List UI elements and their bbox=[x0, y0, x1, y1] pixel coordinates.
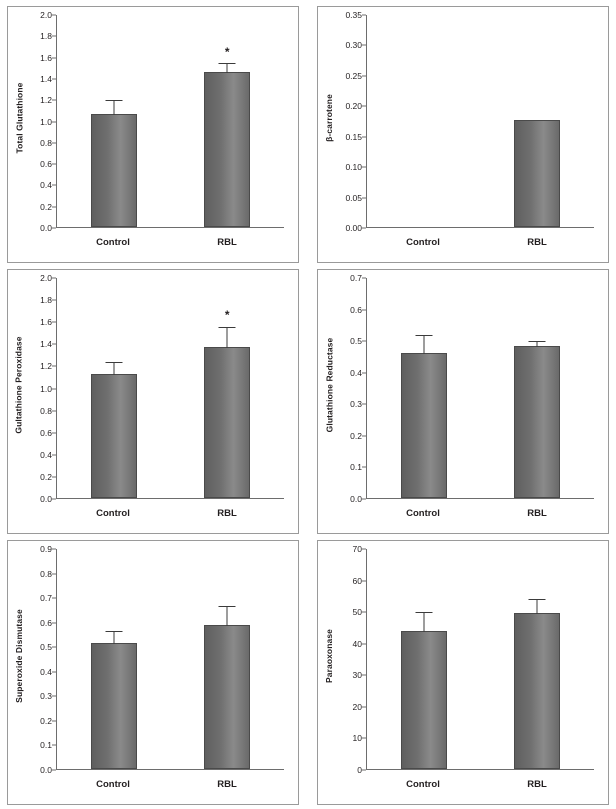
error-bar bbox=[113, 363, 114, 375]
plot-area bbox=[56, 549, 284, 770]
y-axis-tick-label: 1.4 bbox=[40, 339, 52, 350]
bar-slot bbox=[57, 278, 171, 498]
y-axis-ticks bbox=[26, 544, 56, 775]
x-axis-category-label: Control bbox=[406, 778, 440, 790]
error-bar bbox=[423, 336, 424, 355]
y-axis-tick-label: 40 bbox=[352, 638, 362, 649]
bar-slot bbox=[367, 278, 481, 498]
error-bar-lower-cap bbox=[415, 372, 432, 373]
bar bbox=[204, 625, 250, 769]
bar bbox=[514, 613, 560, 769]
y-axis-tick-label: 0.0 bbox=[40, 765, 52, 775]
error-bar-lower-cap bbox=[219, 644, 236, 645]
y-axis-tick-label: 0.3 bbox=[350, 399, 362, 410]
error-bar-cap bbox=[105, 631, 122, 632]
bar-group bbox=[367, 15, 594, 227]
y-axis-tick-label: 0.10 bbox=[345, 162, 362, 173]
y-axis-tick-label: 0.1 bbox=[40, 740, 52, 751]
error-bar bbox=[227, 607, 228, 626]
x-axis-labels bbox=[366, 505, 594, 521]
bar-group bbox=[57, 278, 284, 498]
bar bbox=[91, 114, 137, 227]
y-axis-tick-label: 0 bbox=[357, 765, 362, 775]
error-bar-cap bbox=[415, 335, 432, 336]
bar-slot bbox=[171, 278, 285, 498]
bar-slot bbox=[367, 15, 481, 227]
plot-area bbox=[366, 278, 594, 499]
x-axis-category-label: RBL bbox=[527, 236, 547, 248]
panel-superoxide-dismutase bbox=[7, 540, 299, 805]
y-axis-ticks bbox=[336, 10, 366, 233]
plot-area bbox=[366, 15, 594, 228]
y-axis-title-text: Superoxide Dismutase bbox=[14, 608, 25, 703]
error-bar bbox=[113, 101, 114, 115]
y-axis-tick-label: 0.6 bbox=[40, 159, 52, 170]
y-axis-tick-label: 0.8 bbox=[40, 137, 52, 148]
error-bar-lower-cap bbox=[219, 82, 236, 83]
y-axis-tick-label: 0.0 bbox=[40, 223, 52, 233]
bar bbox=[514, 120, 560, 227]
y-axis-tick-label: 1.4 bbox=[40, 73, 52, 84]
y-axis-tick-label: 1.8 bbox=[40, 31, 52, 42]
y-axis-tick-label: 0.2 bbox=[40, 715, 52, 726]
bar-group bbox=[57, 15, 284, 227]
y-axis-tick-label: 1.6 bbox=[40, 317, 52, 328]
error-bar bbox=[113, 632, 114, 644]
y-axis-tick-label: 0.1 bbox=[350, 462, 362, 473]
bar-slot bbox=[367, 549, 481, 769]
y-axis-title-text: Total Glutathione bbox=[14, 82, 24, 153]
x-axis-category-label: Control bbox=[96, 507, 130, 519]
bar bbox=[401, 631, 447, 769]
bar bbox=[91, 374, 137, 498]
x-axis-labels bbox=[56, 234, 284, 250]
error-bar bbox=[537, 600, 538, 614]
y-axis-tick-label: 1.0 bbox=[40, 116, 52, 127]
y-axis-tick-label: 0.7 bbox=[350, 273, 362, 283]
y-axis-title-text: Glutathione Reductase bbox=[324, 337, 335, 432]
y-axis-tick-label: 0.30 bbox=[345, 40, 362, 51]
y-axis-tick-label: 0.9 bbox=[40, 544, 52, 554]
error-bar-cap bbox=[219, 327, 236, 328]
x-axis-labels bbox=[56, 776, 284, 792]
error-bar-cap bbox=[105, 362, 122, 363]
error-bar-cap bbox=[529, 599, 546, 600]
panel-paraoxonase bbox=[317, 540, 609, 805]
y-axis-tick-label: 0.35 bbox=[345, 10, 362, 20]
bar bbox=[204, 347, 250, 498]
error-bar-cap bbox=[529, 341, 546, 342]
y-axis-tick-label: 2.0 bbox=[40, 10, 52, 20]
bar-slot bbox=[171, 549, 285, 769]
y-axis-tick-label: 1.0 bbox=[40, 383, 52, 394]
x-axis-category-label: RBL bbox=[527, 507, 547, 519]
error-bar-lower-cap bbox=[105, 386, 122, 387]
x-axis-labels bbox=[366, 234, 594, 250]
y-axis-tick-label: 1.6 bbox=[40, 52, 52, 63]
y-axis-tick-label: 0.4 bbox=[350, 367, 362, 378]
y-axis-tick-label: 50 bbox=[352, 607, 362, 618]
y-axis-tick-label: 70 bbox=[352, 544, 362, 554]
bar-group bbox=[367, 549, 594, 769]
error-bar-cap bbox=[415, 612, 432, 613]
y-axis-tick-label: 1.8 bbox=[40, 295, 52, 306]
error-bar-lower-cap bbox=[415, 649, 432, 650]
bar-group bbox=[367, 278, 594, 498]
x-axis-category-label: Control bbox=[406, 507, 440, 519]
panel-glutathione-reductase bbox=[317, 269, 609, 534]
x-axis-labels bbox=[56, 505, 284, 521]
y-axis-tick-label: 0.0 bbox=[40, 494, 52, 504]
y-axis-tick-label: 0.4 bbox=[40, 449, 52, 460]
plot-area bbox=[56, 278, 284, 499]
x-axis-category-label: RBL bbox=[217, 778, 237, 790]
y-axis-tick-label: 1.2 bbox=[40, 95, 52, 106]
y-axis-tick-label: 0.8 bbox=[40, 568, 52, 579]
error-bar bbox=[227, 64, 228, 73]
panel-beta-carrotene bbox=[317, 6, 609, 263]
y-axis-tick-label: 0.0 bbox=[350, 494, 362, 504]
error-bar bbox=[537, 342, 538, 347]
y-axis-tick-label: 0.3 bbox=[40, 691, 52, 702]
x-axis-category-label: RBL bbox=[217, 236, 237, 248]
panel-glutathione-peroxidase bbox=[7, 269, 299, 534]
y-axis-title-text: Gultathione Peroxidase bbox=[14, 335, 25, 434]
bar-slot bbox=[57, 549, 171, 769]
error-bar bbox=[423, 613, 424, 632]
error-bar-lower-cap bbox=[529, 627, 546, 628]
y-axis-tick-label: 0.5 bbox=[350, 336, 362, 347]
y-axis-tick-label: 0.6 bbox=[350, 304, 362, 315]
y-axis-tick-label: 0.25 bbox=[345, 70, 362, 81]
error-bar-cap bbox=[105, 100, 122, 101]
significance-marker: * bbox=[224, 308, 230, 323]
y-axis-ticks bbox=[336, 544, 366, 775]
bar-slot bbox=[481, 15, 595, 227]
y-axis-tick-label: 0.7 bbox=[40, 593, 52, 604]
bar-slot bbox=[481, 549, 595, 769]
y-axis-tick-label: 0.4 bbox=[40, 180, 52, 191]
y-axis-ticks bbox=[26, 273, 56, 504]
bar-slot bbox=[171, 15, 285, 227]
y-axis-tick-label: 0.15 bbox=[345, 131, 362, 142]
y-axis-tick-label: 0.4 bbox=[40, 666, 52, 677]
error-bar-cap bbox=[219, 63, 236, 64]
error-bar bbox=[227, 328, 228, 349]
y-axis-ticks bbox=[26, 10, 56, 233]
y-axis-tick-label: 0.2 bbox=[350, 430, 362, 441]
error-bar-lower-cap bbox=[529, 350, 546, 351]
y-axis-tick-label: 60 bbox=[352, 575, 362, 586]
x-axis-category-label: RBL bbox=[217, 507, 237, 519]
error-bar-lower-cap bbox=[105, 127, 122, 128]
y-axis-tick-label: 0.2 bbox=[40, 471, 52, 482]
y-axis-tick-label: 0.00 bbox=[345, 223, 362, 233]
y-axis-tick-label: 0.20 bbox=[345, 101, 362, 112]
x-axis-category-label: RBL bbox=[527, 778, 547, 790]
plot-area bbox=[56, 15, 284, 228]
plot-area bbox=[366, 549, 594, 770]
y-axis-tick-label: 0.5 bbox=[40, 642, 52, 653]
bar bbox=[91, 643, 137, 769]
bar-slot bbox=[57, 15, 171, 227]
bar bbox=[401, 353, 447, 498]
y-axis-tick-label: 0.2 bbox=[40, 201, 52, 212]
y-axis-tick-label: 20 bbox=[352, 701, 362, 712]
y-axis-tick-label: 10 bbox=[352, 733, 362, 744]
x-axis-category-label: Control bbox=[406, 236, 440, 248]
panel-total-glutathione bbox=[7, 6, 299, 263]
y-axis-tick-label: 2.0 bbox=[40, 273, 52, 283]
y-axis-tick-label: 0.05 bbox=[345, 192, 362, 203]
bar-group bbox=[57, 549, 284, 769]
x-axis-labels bbox=[366, 776, 594, 792]
error-bar-lower-cap bbox=[105, 655, 122, 656]
y-axis-tick-label: 0.8 bbox=[40, 405, 52, 416]
y-axis-title-text: Paraoxonase bbox=[324, 628, 334, 683]
bar-slot bbox=[481, 278, 595, 498]
bar bbox=[204, 72, 250, 227]
y-axis-ticks bbox=[336, 273, 366, 504]
y-axis-tick-label: 30 bbox=[352, 670, 362, 681]
significance-marker: * bbox=[224, 44, 230, 59]
x-axis-category-label: Control bbox=[96, 236, 130, 248]
bar bbox=[514, 346, 560, 498]
y-axis-tick-label: 0.6 bbox=[40, 617, 52, 628]
x-axis-category-label: Control bbox=[96, 778, 130, 790]
y-axis-tick-label: 0.6 bbox=[40, 427, 52, 438]
error-bar-lower-cap bbox=[219, 368, 236, 369]
y-axis-title-text: β-carrotene bbox=[324, 93, 335, 142]
y-axis-tick-label: 1.2 bbox=[40, 361, 52, 372]
error-bar-cap bbox=[219, 606, 236, 607]
